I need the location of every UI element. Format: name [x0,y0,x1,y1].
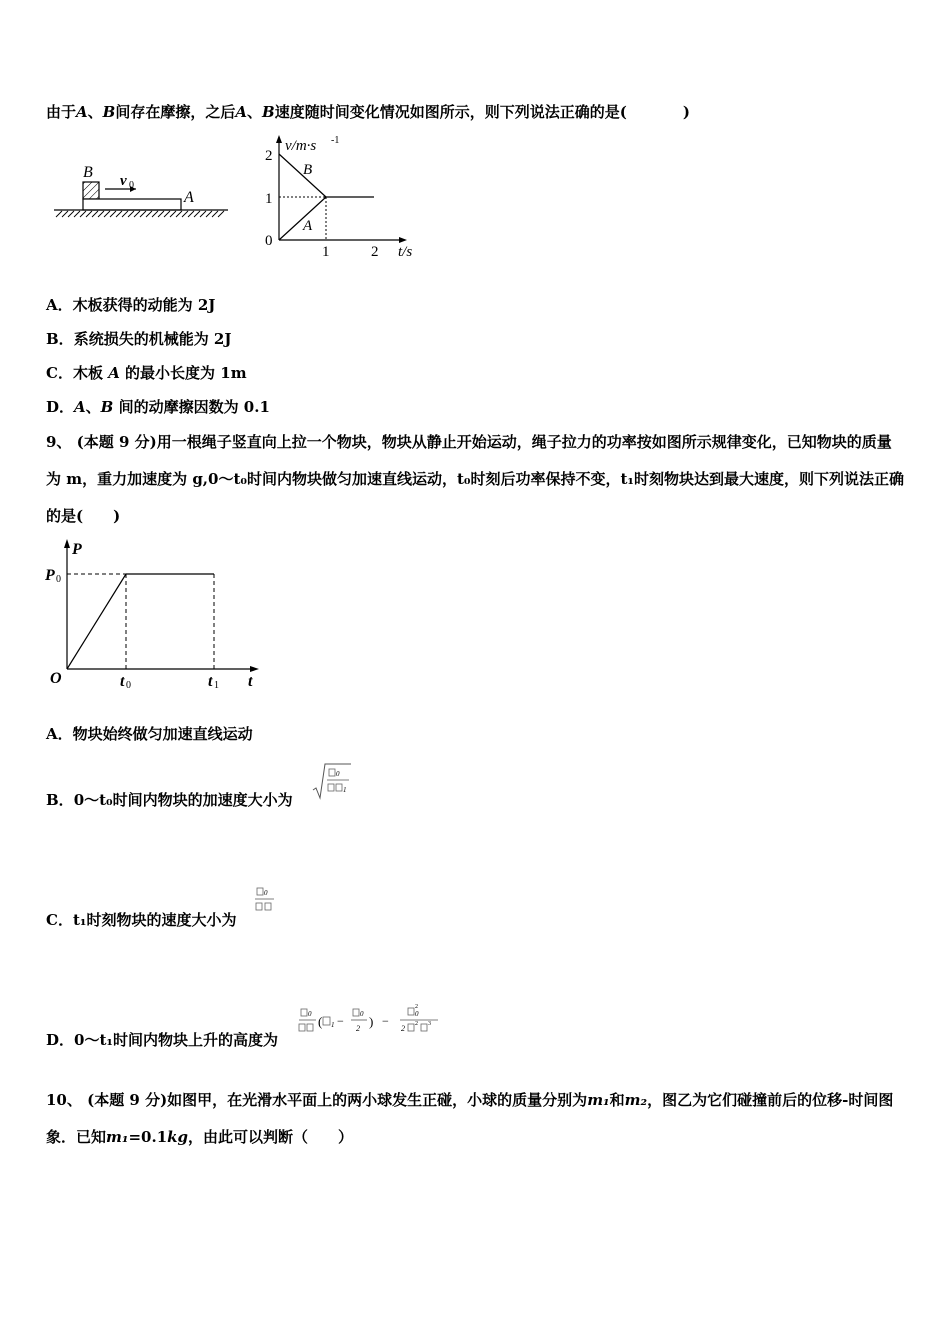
q10-eq: =0.1 [128,1128,168,1146]
vt-tick-y-2: 2 [265,148,273,164]
formula-minus: − [337,1014,344,1028]
q10-m1: m₁ [587,1091,610,1109]
pt-x-label: t [248,673,253,690]
pt-t1-sub: 1 [214,680,219,691]
q8-option-d[interactable] [46,397,270,417]
q9-option-b-text: 0～t₀时间内物块的加速度大小为 [73,791,293,809]
q8-vt-graph [258,132,428,264]
q8-stem-close: ) [682,103,690,121]
q8-option-c-pre: 木板 [72,364,109,382]
q8-option-d-key: D． [46,398,75,416]
block-b [83,182,99,199]
q8-option-c-post: 的最小长度为 1m [119,364,247,382]
formula-sub: 0 [415,1010,419,1018]
label-v0-sub: 0 [129,180,134,191]
q8-option-b-key: B． [46,330,74,348]
formula-box [301,1009,307,1016]
formula-sub: 0 [360,1010,364,1018]
formula-two: 2 [356,1024,360,1033]
formula-box [265,903,271,910]
q10-m2: m₂ [624,1091,648,1109]
pt-p0-label: P [45,567,55,584]
q8-stem-a: A [76,103,88,121]
q8-option-d-post: 间的动摩擦因数为 0.1 [113,398,270,416]
q9-option-c-formula [252,882,278,916]
formula-two: 2 [401,1024,405,1033]
vt-y-arrow [276,135,282,143]
formula-box [328,784,334,791]
q9-pt-graph [44,536,269,692]
q8-stem-text3: 速度随时间变化情况如图所示，则下列说法正确的是( [274,103,627,121]
ground-hatch [56,211,224,217]
board-a [83,199,181,210]
q9-option-c-text: t₁时刻物块的速度大小为 [72,911,237,929]
q9-stem: 9、 (本题 9 分)用一根绳子竖直向上拉一个物块，物块从静止开始运动，绳子拉力的功率按如图所示规律变化，已知物块的质量为 m，重力加速度为 g,0～t₀时间内物块做匀加速直线运动，t₀时刻后功率保持不变，t₁时刻物块达到最大速度，则下列说法正确的是( ) [46,433,904,525]
vt-tick-y-0: 0 [265,233,273,249]
vt-x-label: t/s [398,244,413,260]
q9-option-b-formula [312,760,352,802]
q8-option-a[interactable] [46,295,215,315]
formula-box [336,784,342,791]
q9-option-d[interactable] [46,1030,278,1050]
formula-box [421,1024,427,1031]
q9-option-d-text: 0～t₁时间内物块上升的高度为 [74,1031,278,1049]
q8-option-a-key: A． [46,296,73,314]
q8-stem-a2: A [235,103,248,121]
vt-y-label: v/m·s [285,138,317,154]
formula-box [257,888,263,895]
q10-stem-text: 10、 (本题 9 分)如图甲，在光滑水平面上的两小球发生正碰，小球的质量分别为 [46,1091,588,1109]
q8-option-d-ital1: A [74,398,86,416]
q8-stem-sep2: 、 [247,103,263,121]
formula-sub: 0 [336,770,340,778]
q8-block-figure [50,160,235,230]
q8-stem [46,102,690,122]
formula-box [408,1024,414,1031]
q10-stem-text2: ，图乙为它们碰撞前后的位移-时间图象．已知 [46,1091,894,1146]
pt-t0-label: t [120,673,125,690]
formula-box [307,1024,313,1031]
formula-box [299,1024,305,1031]
label-v0: v [120,173,127,189]
formula-sup: 2 [415,1004,418,1010]
q10-m1-given: m₁ [106,1128,129,1146]
q8-option-c-key: C． [46,364,73,382]
q8-option-c[interactable] [46,363,247,383]
q9-option-d-formula [296,1000,446,1040]
pt-ramp [67,574,126,669]
q8-stem-text: 由于 [46,103,77,121]
q8-stem-b: B [102,103,116,121]
q9-option-a-text: 物块始终做匀加速直线运动 [72,725,253,743]
formula-box [353,1009,359,1016]
formula-sub: 0 [264,889,268,897]
q8-option-c-ital: A [108,364,120,382]
q10-and: 和 [609,1091,625,1109]
formula-sub: 1 [331,1021,335,1029]
pt-t1-label: t [208,673,213,690]
q10-kg: kg [167,1128,189,1146]
formula-minus: − [382,1014,389,1028]
vt-y-label-sup: -1 [331,135,340,146]
q9-option-a-key: A． [46,725,73,743]
label-b: B [83,164,93,181]
q8-option-d-sep: 、 [85,398,101,416]
q9-option-c[interactable] [46,910,236,930]
formula-sub: 0 [308,1010,312,1018]
q8-stem-b2: B [262,103,275,121]
formula-sup: 2 [415,1021,418,1027]
formula-box [256,903,262,910]
vt-label-b: B [303,162,313,178]
q8-option-d-ital2: B [100,398,114,416]
q8-stem-sep: 、 [87,103,103,121]
pt-x-arrow [250,666,259,672]
q8-option-b-text: 系统损失的机械能为 2J [73,330,232,348]
q9-option-c-key: C． [46,911,73,929]
pt-y-label: P [72,541,82,558]
vt-tick-x-1: 1 [322,244,330,260]
q9-option-b[interactable] [46,790,293,810]
formula-box [329,769,335,776]
formula-sup: 3 [428,1021,431,1027]
pt-t0-sub: 0 [126,680,131,691]
vt-label-a: A [303,218,313,234]
q10-stem-text3: ，由此可以判断（ ） [188,1128,354,1146]
pt-origin: O [50,670,62,687]
q9-option-a[interactable] [46,724,253,744]
q8-option-b[interactable] [46,329,231,349]
formula-paren-close: ) [369,1014,374,1029]
pt-y-arrow [64,539,70,548]
vt-tick-y-1: 1 [265,191,273,207]
vt-x-arrow [399,237,407,243]
q8-option-a-text: 木板获得的动能为 2J [72,296,216,314]
q8-stem-text2: 间存在摩擦，之后 [115,103,236,121]
q9-option-d-key: D． [46,1031,75,1049]
q10-stem [46,1082,906,1156]
q9-option-b-key: B． [46,791,74,809]
formula-sub: 1 [343,786,347,794]
label-a: A [184,189,194,206]
formula-paren-open: ( [318,1014,323,1029]
formula-box [408,1008,414,1015]
formula-box [323,1017,330,1025]
vt-tick-x-2: 2 [371,244,379,260]
pt-p0-sub: 0 [56,574,61,585]
